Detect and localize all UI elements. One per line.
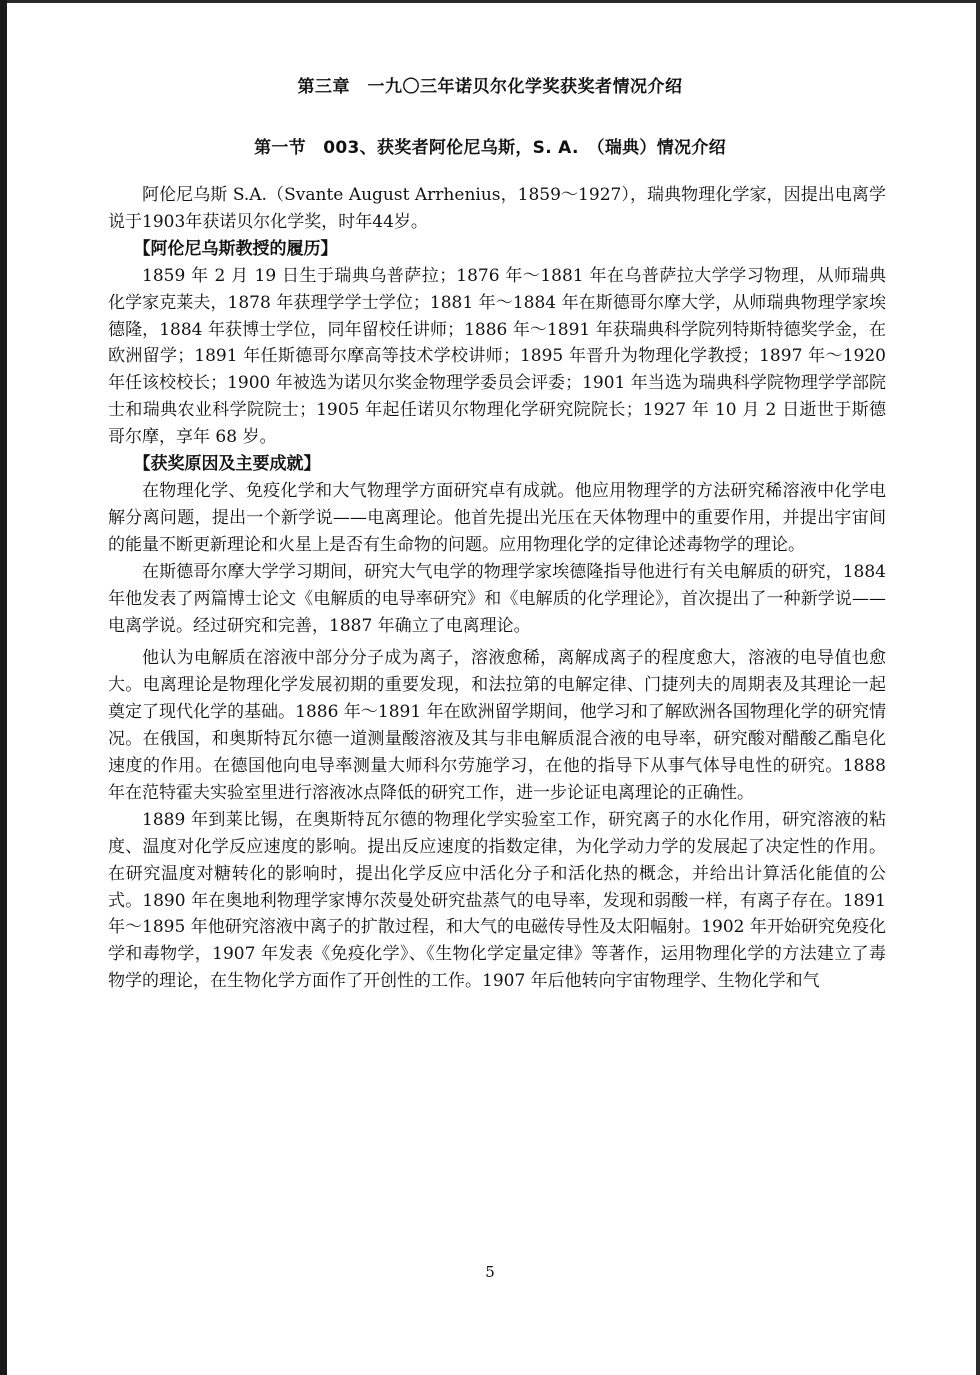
scan-edge-right bbox=[976, 0, 980, 1375]
chapter-title: 第三章 一九〇三年诺贝尔化学奖获奖者情况介绍 bbox=[297, 77, 683, 97]
resume-paragraph: 1859 年 2 月 19 日生于瑞典乌普萨拉；1876 年～1881 年在乌普萨拉大学学习物理，从师瑞典化学家克莱夫，1878 年获理学学士学位；1881 年～1884 年在斯德哥尔摩大学，从师瑞典物理学家埃德隆，1884 年获博士学位，同年留校任讲师；1886 年～1891 年获瑞典科学院列特斯特德奖学金，在欧洲留学；1891 年任斯德哥尔摩高等技术学校讲师；1895 年晋升为物理化学教授；1897 年～1920 年任该校校长；1900 年被选为诺贝尔奖金物理学委员会评委；1901 年当选为瑞典科学院物理学学部院士和瑞典农业科学院院士；1905 年起任诺贝尔物理化学研究院院长；1927 年 10 月 2 日逝世于斯德哥尔摩，享年 68 岁。 bbox=[108, 265, 886, 448]
achievement-paragraph-1: 在物理化学、免疫化学和大气物理学方面研究卓有成就。他应用物理学的方法研究稀溶液中化学电解分离问题，提出一个新学说——电离理论。他首先提出光压在天体物理中的重要作用，并提出宇宙间的能量不断更新理论和火星上是否有生命物的问题。应用物理化学的定律论述毒物学的理论。 bbox=[108, 480, 886, 555]
section-title: 第一节 003、获奖者阿伦尼乌斯，S. A. （瑞典）情况介绍 bbox=[254, 138, 726, 158]
intro-paragraph: 阿伦尼乌斯 S.A.（Svante August Arrhenius，1859～1927），瑞典物理化学家，因提出电离学说于1903年获诺贝尔化学奖，时年44岁。 bbox=[108, 185, 886, 232]
achievement-heading: 【获奖原因及主要成就】 bbox=[133, 454, 321, 475]
page-number: 5 bbox=[485, 1263, 495, 1281]
achievement-paragraph-4: 1889 年到莱比锡，在奥斯特瓦尔德的物理化学实验室工作，研究离子的水化作用，研究溶液的粘度、温度对化学反应速度的影响。提出反应速度的指数定律，为化学动力学的发展起了决定性的作用。在研究温度对糖转化的影响时，提出化学反应中活化分子和活化热的概念，并给出计算活化能值的公式。1890 年在奥地利物理学家博尔茨曼处研究盐蒸气的电导率，发现和弱酸一样，有离子存在。1891 年～1895 年他研究溶液中离子的扩散过程，和大气的电磁传导性及太阳幅射。1902 年开始研究免疫化学和毒物学，1907 年发表《免疫化学》、《生物化学定量定律》等著作，运用物理化学的方法建立了毒物学的理论，在生物化学方面作了开创性的工作。1907 年后他转向宇宙物理学、生物化学和气 bbox=[108, 809, 886, 992]
scan-edge-left bbox=[0, 0, 7, 1375]
resume-heading: 【阿伦尼乌斯教授的履历】 bbox=[133, 238, 338, 259]
body-text bbox=[108, 182, 886, 995]
scan-edge-top bbox=[0, 0, 980, 3]
achievement-paragraph-2: 在斯德哥尔摩大学学习期间，研究大气电学的物理学家埃德隆指导他进行有关电解质的研究，1884 年他发表了两篇博士论文《电解质的电导率研究》和《电解质的化学理论》，首次提出了一种新学说——电离学说。经过研究和完善，1887 年确立了电离理论。 bbox=[108, 561, 886, 636]
achievement-paragraph-3: 他认为电解质在溶液中部分分子成为离子，溶液愈稀，离解成离子的程度愈大，溶液的电导值也愈大。电离理论是物理化学发展初期的重要发现，和法拉第的电解定律、门捷列夫的周期表及其理论一起奠定了现代化学的基础。1886 年～1891 年在欧洲留学期间，他学习和了解欧洲各国物理化学的研究情况。在俄国，和奥斯特瓦尔德一道测量酸溶液及其与非电解质混合液的电导率，研究酸对醋酸乙酯皂化速度的作用。在德国他向电导率测量大师科尔劳施学习，在他的指导下从事气体导电性的研究。1888 年在范特霍夫实验室里进行溶液冰点降低的研究工作，进一步论证电离理论的正确性。 bbox=[108, 648, 886, 803]
